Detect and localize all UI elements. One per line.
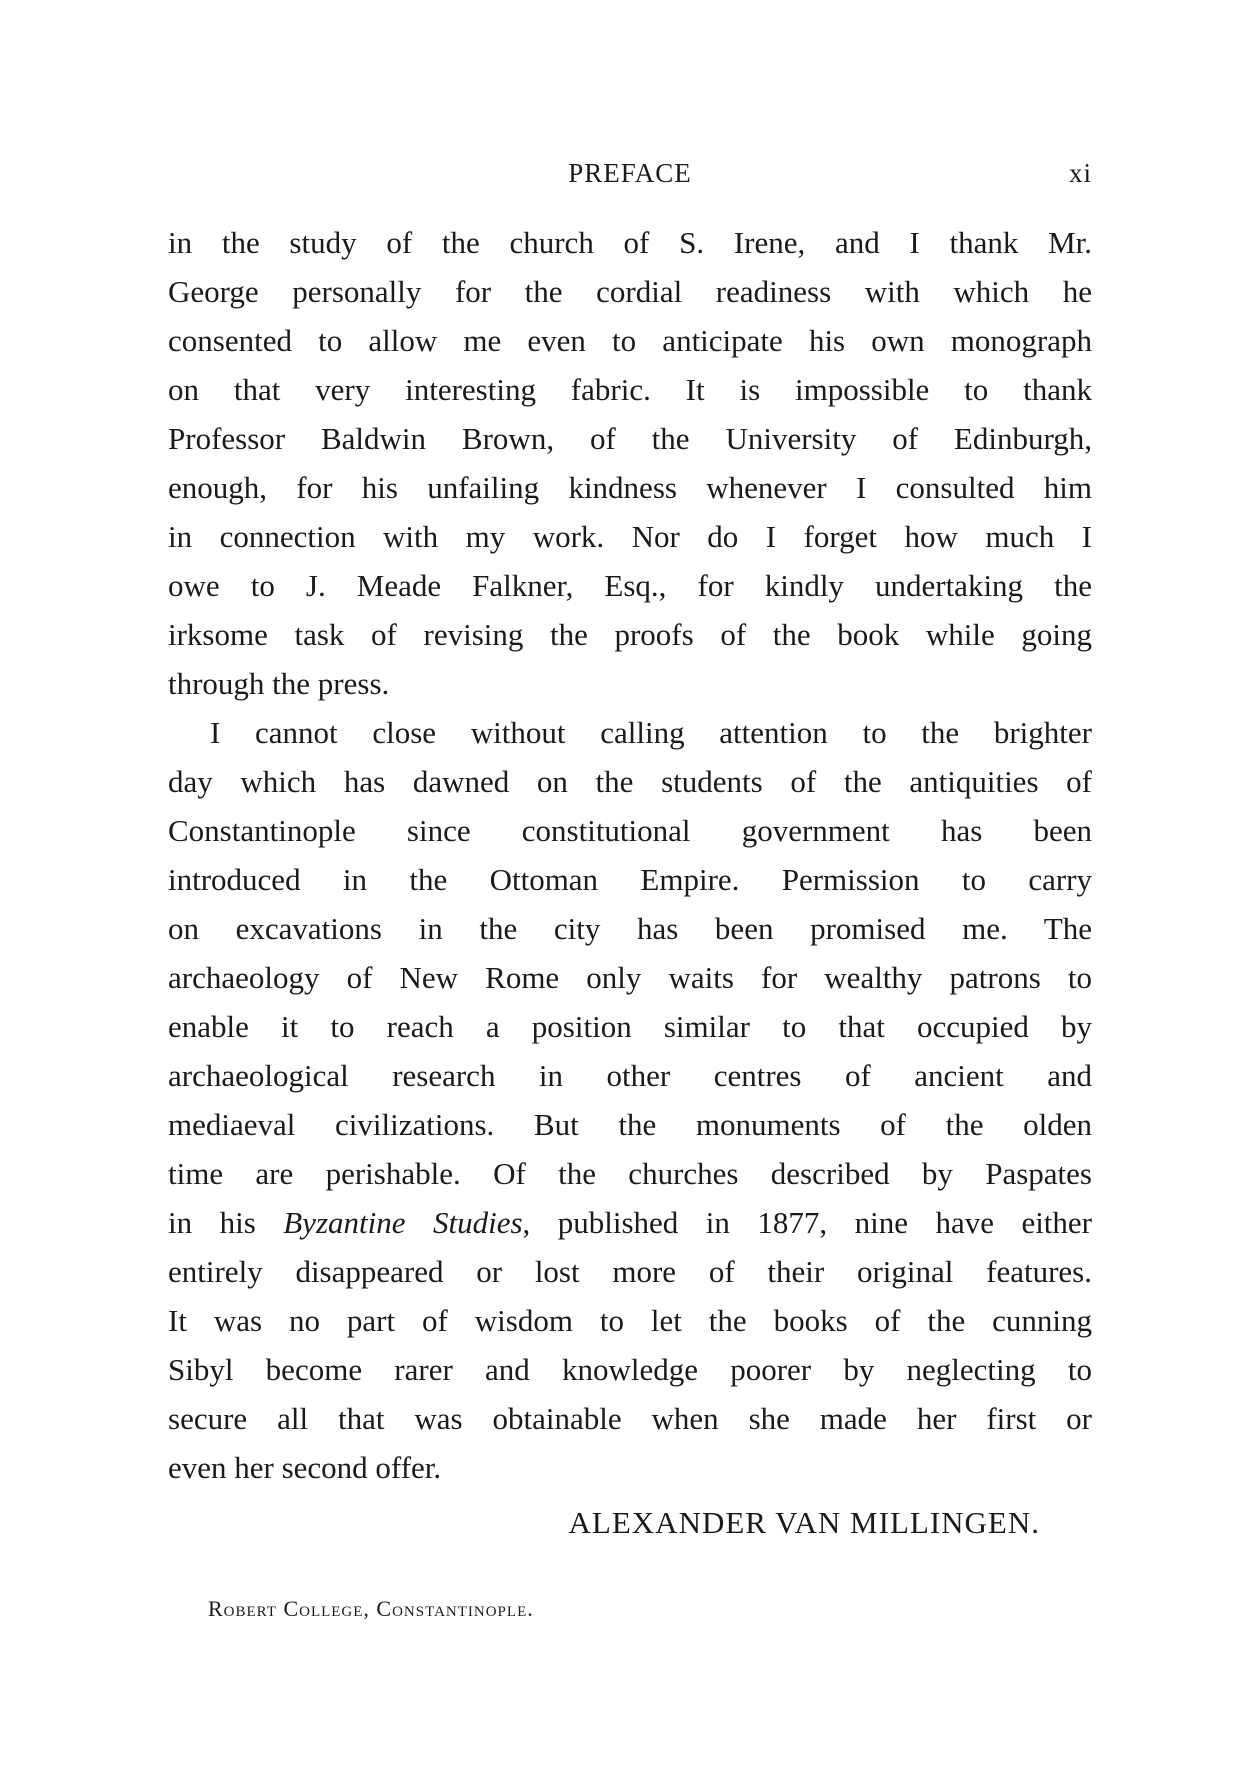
text-line: enough, for his unfailing kindness whenever I consulted him bbox=[168, 470, 1092, 505]
text-line: I cannot close without calling attention to the brighter bbox=[210, 715, 1092, 750]
text-line-with-title bbox=[168, 1198, 1092, 1247]
preface-body bbox=[168, 218, 1092, 1492]
text-line: archaeology of New Rome only waits for wealthy patrons to bbox=[168, 960, 1092, 995]
text-line: Constantinople since constitutional government has been bbox=[168, 813, 1092, 848]
text-line: secure all that was obtainable when she made her first or bbox=[168, 1401, 1092, 1436]
text-line: on excavations in the city has been promised me. The bbox=[168, 911, 1092, 946]
text-fragment: in his bbox=[168, 1205, 284, 1240]
text-line: owe to J. Meade Falkner, Esq., for kindly undertaking the bbox=[168, 568, 1092, 603]
text-line: in the study of the church of S. Irene, and I thank Mr. bbox=[168, 225, 1092, 260]
text-line: time are perishable. Of the churches described by Paspates bbox=[168, 1156, 1092, 1191]
text-line: It was no part of wisdom to let the books of the cunning bbox=[168, 1303, 1092, 1338]
text-line: introduced in the Ottoman Empire. Permission to carry bbox=[168, 862, 1092, 897]
text-line: George personally for the cordial readiness with which he bbox=[168, 274, 1092, 309]
book-title-italic: Byzantine Studies bbox=[283, 1205, 523, 1240]
page-number: xi bbox=[1068, 158, 1092, 188]
place-line: Robert College, Constantinople. bbox=[208, 1596, 534, 1621]
author-signature: ALEXANDER VAN MILLINGEN. bbox=[568, 1505, 1040, 1540]
text-line: in connection with my work. Nor do I forget how much I bbox=[168, 519, 1092, 554]
text-line: mediaeval civilizations. But the monuments of the olden bbox=[168, 1107, 1092, 1142]
text-line: Professor Baldwin Brown, of the University of Edinburgh, bbox=[168, 421, 1092, 456]
text-line: irksome task of revising the proofs of the book while going bbox=[168, 617, 1092, 652]
text-line: day which has dawned on the students of the antiquities of bbox=[168, 764, 1092, 799]
text-fragment: , published in 1877, nine have either bbox=[522, 1205, 1093, 1240]
text-line: through the press. bbox=[168, 666, 390, 701]
text-line: even her second offer. bbox=[168, 1450, 442, 1485]
text-line: consented to allow me even to anticipate his own monograph bbox=[168, 323, 1092, 358]
running-head bbox=[168, 158, 1092, 194]
text-line: archaeological research in other centres of ancient and bbox=[168, 1058, 1092, 1093]
text-line: enable it to reach a position similar to that occupied by bbox=[168, 1009, 1092, 1044]
running-title: PREFACE bbox=[568, 158, 692, 188]
text-line: Sibyl become rarer and knowledge poorer by neglecting to bbox=[168, 1352, 1092, 1387]
text-line: entirely disappeared or lost more of their original features. bbox=[168, 1254, 1092, 1289]
text-line: on that very interesting fabric. It is impossible to thank bbox=[168, 372, 1092, 407]
